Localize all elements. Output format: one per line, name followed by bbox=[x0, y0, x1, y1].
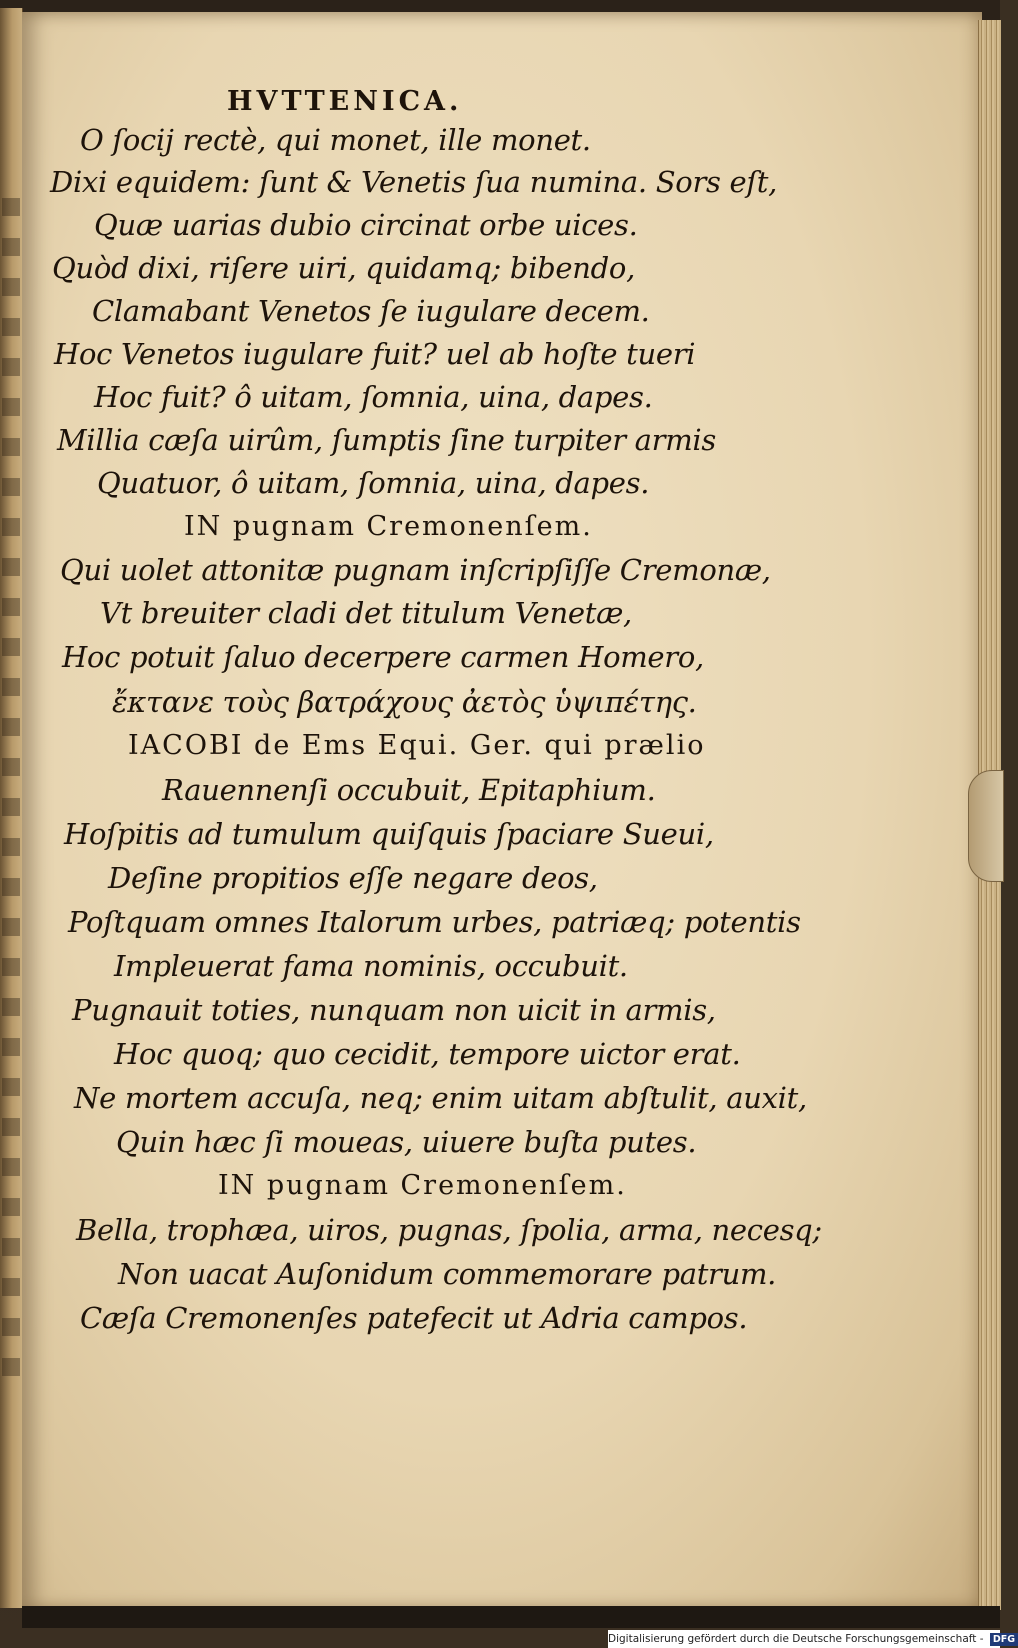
text-line: Impleuerat fama nominis, occubuit. bbox=[114, 949, 628, 983]
previous-page-edge bbox=[0, 8, 23, 1608]
text-line: Cæſa Cremonenſes patefecit ut Adria campos. bbox=[80, 1301, 748, 1335]
text-line: Quòd dixi, riſere uiri, quidamq; bibendo, bbox=[52, 251, 636, 285]
text-line: Quin hæc ſi moueas, uiuere buſta putes. bbox=[116, 1125, 697, 1159]
text-line: Poſtquam omnes Italorum urbes, patriæq; potentis bbox=[68, 905, 801, 939]
text-line: Non uacat Auſonidum commemorare patrum. bbox=[118, 1257, 777, 1291]
digitization-credit-bar bbox=[608, 1630, 1016, 1648]
book-page bbox=[22, 12, 982, 1610]
page-tab-marker bbox=[968, 770, 1004, 882]
section-heading: IN pugnam Cremonenſem. bbox=[184, 511, 593, 542]
dfg-logo: DFG bbox=[990, 1633, 1018, 1646]
text-line: Hoc fuit? ô uitam, ſomnia, uina, dapes. bbox=[94, 380, 653, 414]
section-heading-continued: Rauennenſi occubuit, Epitaphium. bbox=[162, 773, 656, 807]
text-line: O ſocij rectè, qui monet, ille monet. bbox=[80, 123, 591, 157]
text-line: Quatuor, ô uitam, ſomnia, uina, dapes. bbox=[97, 466, 650, 500]
text-line: Dixi equidem: ſunt & Venetis ſua numina. Sors eſt, bbox=[50, 165, 778, 199]
text-line: Hoc Venetos iugulare fuit? uel ab hoſte tueri bbox=[54, 337, 696, 371]
text-line: Millia cæſa uirûm, ſumptis ſine turpiter armis bbox=[57, 423, 716, 457]
page-text-block bbox=[22, 12, 982, 1610]
text-line: Deſine propitios eſſe negare deos, bbox=[108, 861, 598, 895]
text-line: Ne mortem accuſa, neq; enim uitam abſtulit, auxit, bbox=[74, 1081, 807, 1115]
text-line: Qui uolet attonitæ pugnam inſcripſiſſe Cremonæ, bbox=[60, 553, 771, 587]
bottom-shadow bbox=[22, 1606, 1000, 1628]
running-head: HVTTENICA. bbox=[227, 86, 463, 117]
text-line: Clamabant Venetos ſe iugulare decem. bbox=[92, 294, 650, 328]
text-line: Quæ uarias dubio circinat orbe uices. bbox=[94, 208, 638, 242]
section-heading: IACOBI de Ems Equi. Ger. qui prælio bbox=[128, 730, 706, 761]
text-line: Vt breuiter cladi det titulum Venetæ, bbox=[100, 596, 632, 630]
text-line: Hoſpitis ad tumulum quiſquis ſpaciare Sueui, bbox=[64, 817, 714, 851]
credit-text: Digitalisierung gefördert durch die Deutsche Forschungsgemeinschaft - bbox=[608, 1633, 984, 1645]
text-line: Pugnauit toties, nunquam non uicit in armis, bbox=[72, 993, 716, 1027]
text-line: Hoc potuit ſaluo decerpere carmen Homero, bbox=[62, 640, 704, 674]
greek-line: ἔκτανε τοὺς βατράχους ἀετὸς ὑψιπέτης. bbox=[112, 685, 697, 719]
previous-page-text-fragments bbox=[2, 198, 20, 1398]
section-heading: IN pugnam Cremonenſem. bbox=[218, 1170, 627, 1201]
text-line: Bella, trophæa, uiros, pugnas, ſpolia, arma, necesq; bbox=[76, 1213, 822, 1247]
text-line: Hoc quoq; quo cecidit, tempore uictor erat. bbox=[114, 1037, 741, 1071]
